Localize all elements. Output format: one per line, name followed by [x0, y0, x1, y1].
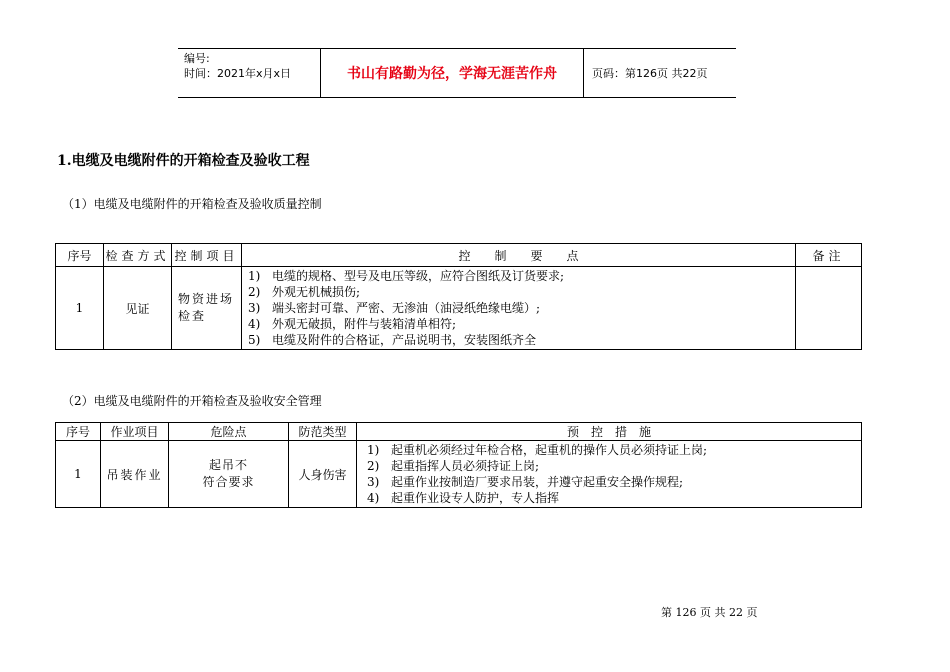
row-remark: [796, 267, 862, 350]
control-points: [242, 267, 796, 350]
col-item: 控制项目: [172, 244, 242, 267]
row-item-line1: 物资进场: [178, 292, 235, 306]
row-item: [172, 267, 242, 350]
list-item: 3) 起重作业按制造厂要求吊装，并遵守起重安全操作规程;: [367, 475, 684, 489]
safety-management-table: [55, 422, 862, 508]
quality-subtitle: （1）电缆及电缆附件的开箱检查及验收质量控制: [62, 197, 322, 211]
control-measures: [357, 441, 862, 508]
row-index: 1: [56, 267, 104, 350]
col-remark: 备注: [796, 244, 862, 267]
page-footer: 第 126 页 共 22 页: [661, 606, 758, 619]
row-work: 吊装作业: [101, 441, 169, 508]
header-motto: 书山有路勤为径，学海无涯苦作舟: [320, 49, 584, 97]
table-header-row: [56, 423, 862, 441]
col-work: 作业项目: [101, 423, 169, 441]
section-title: 1.电缆及电缆附件的开箱检查及验收工程: [57, 153, 310, 169]
table-header-row: [56, 244, 862, 267]
row-item-line2: 检查: [178, 309, 207, 323]
list-item: 2) 外观无机械损伤;: [248, 285, 361, 299]
col-type: 防范类型: [289, 423, 357, 441]
col-method: 检查方式: [104, 244, 172, 267]
col-index: 序号: [56, 244, 104, 267]
row-method: 见证: [104, 267, 172, 350]
list-item: 1) 电缆的规格、型号及电压等级，应符合图纸及订货要求;: [248, 269, 565, 283]
col-measures: 预 控 措 施: [357, 423, 862, 441]
list-item: 5) 电缆及附件的合格证，产品说明书，安装图纸齐全: [248, 333, 537, 347]
list-item: 4) 起重作业设专人防护，专人指挥: [367, 491, 560, 505]
safety-subtitle: （2）电缆及电缆附件的开箱检查及验收安全管理: [62, 394, 322, 408]
list-item: 1) 起重机必须经过年检合格，起重机的操作人员必须持证上岗;: [367, 443, 708, 457]
list-item: 2) 起重指挥人员必须持证上岗;: [367, 459, 540, 473]
row-index: 1: [56, 441, 101, 508]
document-number-label: 编号:: [184, 52, 210, 65]
table-row: [56, 441, 862, 508]
list-item: 4) 外观无破损，附件与装箱清单相符;: [248, 317, 457, 331]
col-danger: 危险点: [169, 423, 289, 441]
col-index: 序号: [56, 423, 101, 441]
row-danger-line2: 符合要求: [202, 475, 255, 489]
col-points: 控 制 要 点: [242, 244, 796, 267]
row-danger: [169, 441, 289, 508]
header-meta: [178, 49, 320, 97]
row-type: 人身伤害: [289, 441, 357, 508]
table-row: [56, 267, 862, 350]
document-time: 时间：2021年x月x日: [184, 67, 292, 80]
quality-control-table: [55, 243, 862, 350]
list-item: 3) 端头密封可靠、严密、无渗油（油浸纸绝缘电缆）;: [248, 301, 541, 315]
row-danger-line1: 起吊不: [208, 458, 248, 472]
header-page-number: 页码：第126页 共22页: [592, 67, 708, 80]
page-header: [178, 48, 736, 98]
